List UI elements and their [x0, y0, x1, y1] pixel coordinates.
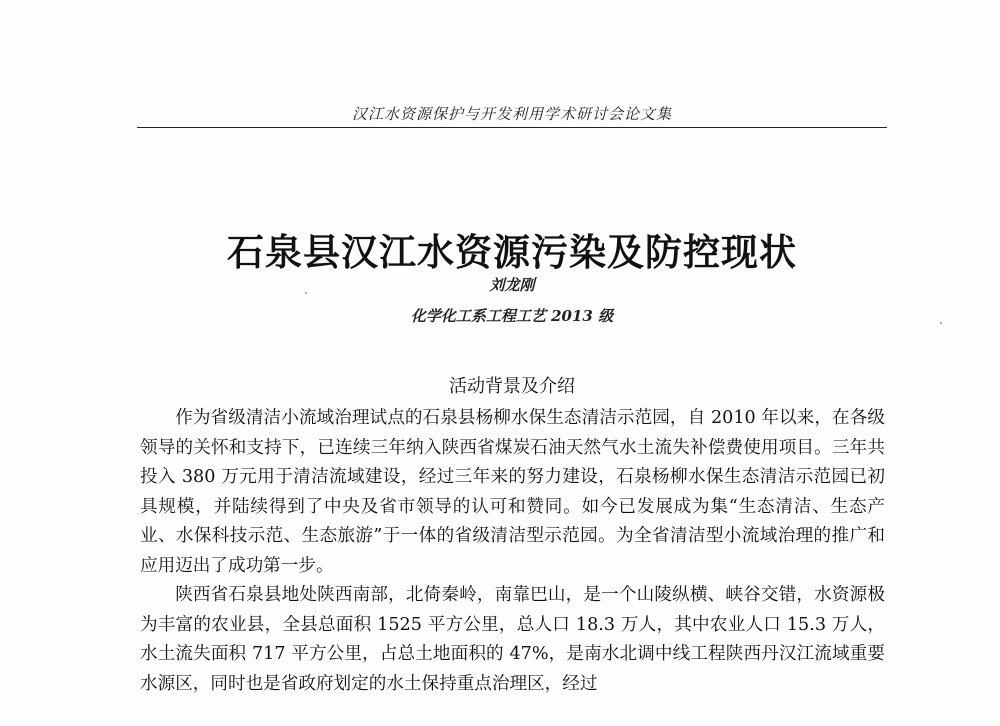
- body-text: [140, 404, 885, 699]
- section-heading: 活动背景及介绍: [449, 376, 575, 397]
- paragraph: 作为省级清洁小流域治理试点的石泉县杨柳水保生态清洁示范园，自 2010 年以来，在各级领导的关怀和支持下，已连续三年纳入陕西省煤炭石油天然气水土流失补偿费使用项目。三年共投入 380 万元用于清洁流域建设，经过三年来的努力建设，石泉杨柳水保生态清洁示范园已初具规模，并陆续得到了中央及省市领导的认可和赞同。如今已发展成为集“生态清洁、生态产业、水保科技示范、生态旅游”于一体的省级清洁型示范园。为全省清洁型小流域治理的推广和应用迈出了成功第一步。: [140, 408, 885, 576]
- article-title: 石泉县汉江水资源污染及防控现状: [227, 230, 797, 274]
- author-affiliation: 化学化工系工程工艺 2013 级: [410, 307, 614, 325]
- running-header: 汉江水资源保护与开发利用学术研讨会论文集: [351, 105, 672, 123]
- scan-speck: [940, 322, 942, 324]
- paragraph: 陕西省石泉县地处陕西南部，北倚秦岭，南靠巴山，是一个山陵纵横、峡谷交错，水资源极为丰富的农业县，全县总面积 1525 平方公里，总人口 18.3 万人，其中农业人口 15.3 万人，水土流失面积 717 平方公里，占总土地面积的 47%，是南水北调中线工程陕西丹汉江流域重要水源区，同时也是省政府划定的水土保持重点治理区，经过: [140, 585, 885, 694]
- header-rule: [137, 127, 887, 128]
- scan-speck: [305, 292, 307, 294]
- author-name: 刘龙刚: [489, 276, 535, 294]
